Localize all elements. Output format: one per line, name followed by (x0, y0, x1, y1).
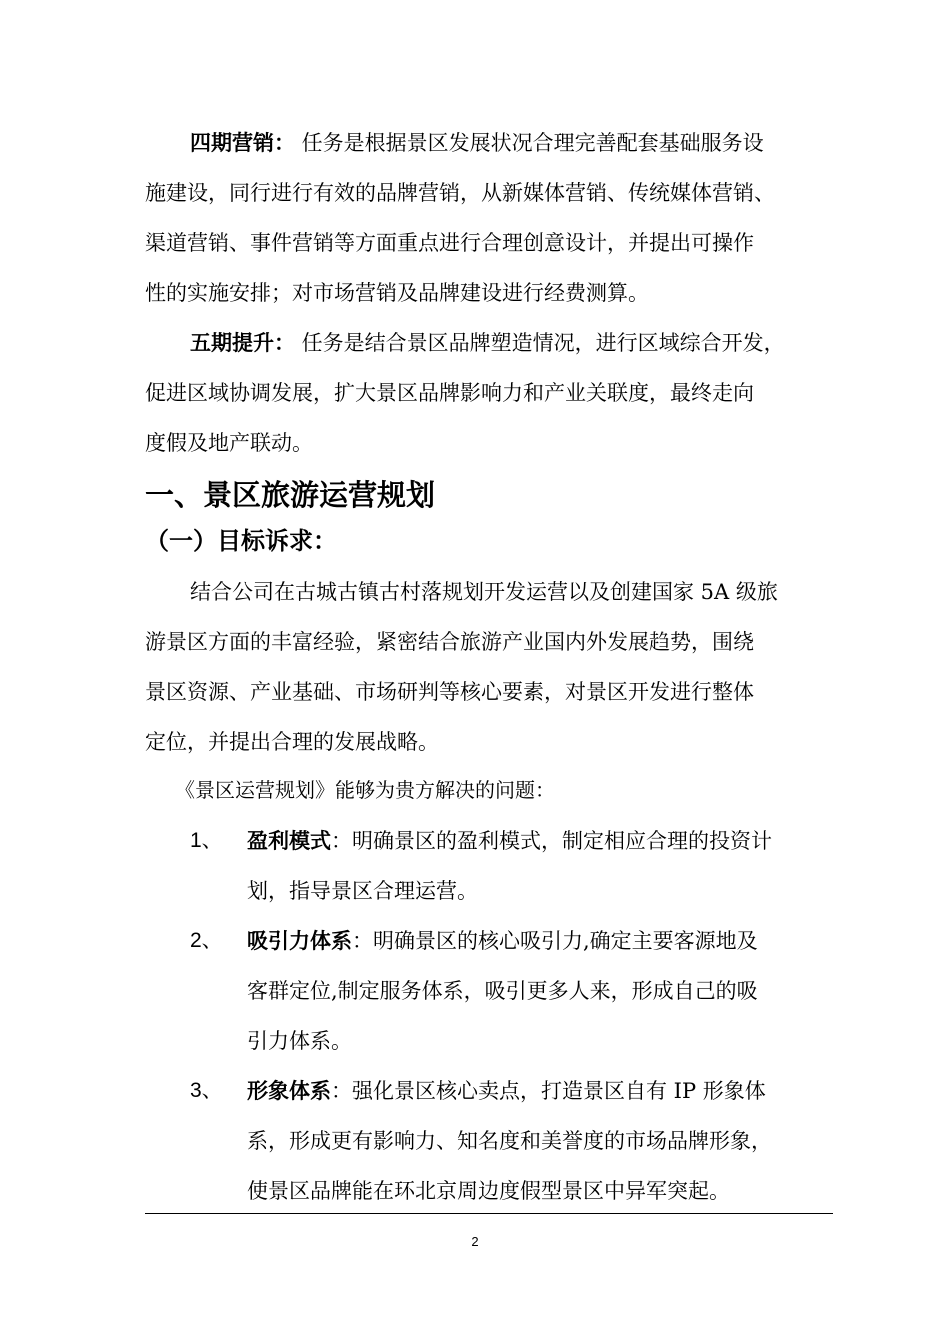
list-item-line (247, 926, 758, 956)
list-number: 1、 (190, 829, 223, 852)
paragraph-line: 性的实施安排；对市场营销及品牌建设进行经费测算。 (145, 281, 649, 305)
list-number: 3、 (190, 1079, 223, 1102)
paragraph-line: 结合公司在古城古镇古村落规划开发运营以及创建国家 5A 级旅 (190, 580, 778, 604)
paragraph-line: 景区资源、产业基础、市场研判等核心要素，对景区开发进行整体 (145, 680, 754, 704)
paragraph-line: 《景区运营规划》能够为贵方解决的问题： (175, 778, 555, 802)
list-item-label: 盈利模式 (247, 829, 331, 853)
section-heading: 一、景区旅游运营规划 (145, 478, 436, 512)
list-number: 2、 (190, 929, 223, 952)
list-item-line: 使景区品牌能在环北京周边度假型景区中异军突起。 (247, 1179, 730, 1203)
list-item-text: ：明确景区的盈利模式，制定相应合理的投资计 (331, 829, 772, 853)
paragraph-line: 定位，并提出合理的发展战略。 (145, 730, 439, 754)
list-item-text: ：强化景区核心卖点，打造景区自有 IP 形象体 (331, 1079, 766, 1103)
paragraph-label: 五期提升： (190, 331, 295, 355)
paragraph-line: 游景区方面的丰富经验，紧密结合旅游产业国内外发展趋势，围绕 (145, 630, 754, 654)
paragraph-line: 促进区域协调发展，扩大景区品牌影响力和产业关联度，最终走向 (145, 381, 754, 405)
paragraph-text: 任务是根据景区发展状况合理完善配套基础服务设 (295, 131, 764, 155)
footer-divider (145, 1213, 833, 1214)
paragraph-line: 度假及地产联动。 (145, 431, 313, 455)
paragraph-line (190, 328, 785, 358)
list-item-line: 客群定位,制定服务体系，吸引更多人来，形成自己的吸 (247, 979, 758, 1003)
subsection-heading: （一）目标诉求： (145, 527, 337, 555)
paragraph-label: 四期营销： (190, 131, 295, 155)
list-item-label: 形象体系 (247, 1079, 331, 1103)
paragraph-line: 施建设，同行进行有效的品牌营销，从新媒体营销、传统媒体营销、 (145, 181, 775, 205)
list-item-line (247, 1076, 766, 1106)
paragraph-line: 渠道营销、事件营销等方面重点进行合理创意设计，并提出可操作 (145, 231, 754, 255)
list-item-line: 系，形成更有影响力、知名度和美誉度的市场品牌形象， (247, 1129, 772, 1153)
list-item-line: 划，指导景区合理运营。 (247, 879, 478, 903)
page-number: 2 (471, 1234, 479, 1249)
paragraph-line (190, 128, 764, 158)
list-item-line (247, 826, 772, 856)
paragraph-text: 任务是结合景区品牌塑造情况，进行区域综合开发， (295, 331, 785, 355)
list-item-text: ：明确景区的核心吸引力,确定主要客源地及 (352, 929, 758, 953)
list-item-line: 引力体系。 (247, 1029, 352, 1053)
list-item-label: 吸引力体系 (247, 929, 352, 953)
